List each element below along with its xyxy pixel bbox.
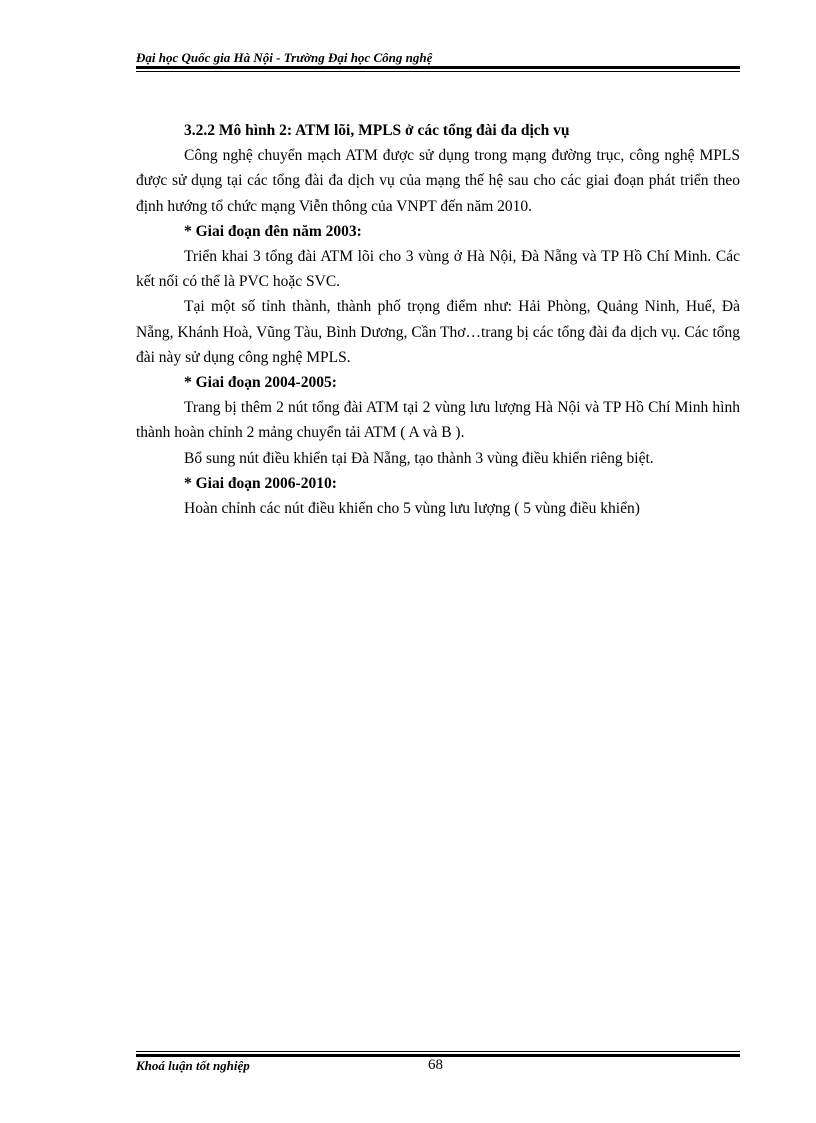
section-heading: 3.2.2 Mô hình 2: ATM lõi, MPLS ở các tổng đài đa dịch vụ (184, 122, 570, 139)
header-rule-thick (136, 66, 740, 69)
header-title: Đại học Quốc gia Hà Nội - Trường Đại học Công nghệ (136, 50, 433, 65)
paragraph-phase2-control: Bổ sung nút điều khiển tại Đà Nẵng, tạo thành 3 vùng điều khiển riêng biệt. (184, 449, 654, 467)
page-number: 68 (428, 1057, 443, 1073)
footer-title: Khoá luận tốt nghiệp (136, 1058, 250, 1073)
paragraph-phase1-core: Triển khai 3 tổng đài ATM lõi cho 3 vùng ở Hà Nội, Đà Nẵng và TP Hồ Chí Minh. Các kết nối có thể là PVC hoặc SVC. (136, 248, 740, 291)
phase-heading-2003: * Giai đoạn đên năm 2003: (184, 222, 362, 240)
section-content (136, 118, 740, 521)
footer-rule-thin (136, 1051, 740, 1052)
phase-heading-2004-2005: * Giai đoạn 2004-2005: (184, 374, 337, 392)
phase-heading-2006-2010: * Giai đoạn 2006-2010: (184, 474, 337, 492)
paragraph-phase2-nodes: Trang bị thêm 2 nút tổng đài ATM tại 2 vùng lưu lượng Hà Nội và TP Hồ Chí Minh hình thành hoàn chỉnh 2 mảng chuyển tải ATM ( A và B ). (136, 399, 740, 442)
paragraph-phase1-provinces: Tại một số tỉnh thành, thành phố trọng điểm như: Hải Phòng, Quảng Ninh, Huế, Đà Nẵng, Khánh Hoà, Vũng Tàu, Bình Dương, Cần Thơ…trang bị các tổng đài đa dịch vụ. Các tổng đài này sử dụng công nghệ MPLS. (136, 298, 740, 366)
header-rule-thin (136, 71, 740, 72)
paragraph-intro: Công nghệ chuyển mạch ATM được sử dụng trong mạng đường trục, công nghệ MPLS được sử dụng tại các tổng đài đa dịch vụ của mạng thế hệ sau cho các giai đoạn phát triển theo định hướng tổ chức mạng Viễn thông của VNPT đến năm 2010. (136, 147, 740, 215)
paragraph-phase3: Hoàn chỉnh các nút điều khiển cho 5 vùng lưu lượng ( 5 vùng điều khiển) (184, 500, 640, 518)
